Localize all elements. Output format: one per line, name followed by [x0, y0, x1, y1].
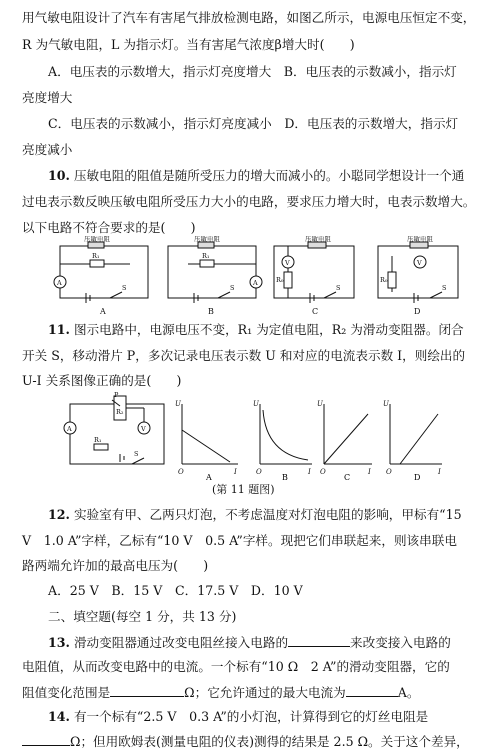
q14-line2 — [22, 733, 469, 750]
q10-a-sensor-label: 压敏电阻 — [84, 236, 110, 243]
q13-text3a: 阻值变化范围是 — [22, 685, 111, 700]
q10-line1 — [48, 168, 464, 184]
q14-text2a: Ω；但用欧姆表(测量电阻的仪表)测得的结果是 2.5 Ω。关于这个差异， — [70, 734, 469, 749]
q13-blank-1[interactable] — [288, 634, 350, 647]
q14-blank-1[interactable] — [22, 733, 70, 746]
q11-graph-b — [253, 400, 312, 482]
q13-text3c: A。 — [397, 685, 420, 700]
q13-text1a: 滑动变阻器通过改变电阻丝接入电路的 — [73, 635, 289, 650]
q10-c-switch-label: S — [336, 284, 341, 292]
q14-line1 — [48, 709, 428, 725]
q10-caption-a: A — [100, 307, 106, 316]
q10-circuit-c — [274, 242, 354, 303]
q10-b-meter-label: A — [253, 279, 258, 287]
q11-graph-a — [175, 400, 238, 482]
q11-graph-b-yaxis: U — [253, 400, 259, 408]
q10-line3: 以下电路不符合要求的是( ) — [22, 220, 196, 235]
q11-graph-c — [317, 400, 372, 482]
q10-d-sensor-label: 压敏电阻 — [407, 236, 433, 243]
q11-number: 11. — [48, 322, 70, 337]
q11-graph-c-yaxis: U — [317, 400, 323, 408]
q12-line1 — [48, 507, 462, 523]
q13-line1 — [48, 634, 451, 651]
q10-circuit-a — [54, 242, 148, 303]
q13-line3 — [22, 684, 419, 701]
q10-a-switch-label: S — [122, 284, 127, 292]
q9-line2: R 为气敏电阻，L 为指示灯。当有害尾气浓度β增大时( ) — [22, 37, 355, 52]
q11-label-p: P — [114, 392, 119, 399]
q9-option-b-continued: 亮度增大 — [22, 90, 73, 105]
q13-blank-2[interactable] — [110, 684, 184, 697]
q10-caption-b: B — [208, 307, 214, 316]
q14-number: 14. — [48, 709, 70, 724]
q11-label-r1: R₁ — [94, 436, 102, 444]
q11-label-ammeter: A — [67, 425, 72, 433]
q13-text1b: 来改变接入电路的 — [350, 635, 451, 650]
q12-line2: V 1.0 A”字样，乙标有“10 V 0.5 A”字样。现把它们串联起来，则该串联电 — [22, 533, 457, 548]
q9-options-a-b: A．电压表的示数增大，指示灯亮度增大 B．电压表的示数减小，指示灯 — [48, 64, 457, 79]
q9-options-c-d: C．电压表的示数减小，指示灯亮度减小 D．电压表的示数增大，指示灯 — [48, 116, 459, 131]
q10-c-resistor-label: R₀ — [276, 276, 284, 284]
q11-line3: U-I 关系图像正确的是( ) — [22, 373, 182, 388]
q11-graph-c-caption: C — [344, 473, 351, 482]
q11-graph-b-origin: O — [256, 468, 262, 476]
q11-figure-caption: (第 11 题图) — [212, 483, 275, 496]
q11-graph-b-xaxis: I — [308, 468, 311, 476]
q12-text1: 实验室有甲、乙两只灯泡，不考虑温度对灯泡电阻的影响，甲标有“15 — [73, 507, 462, 522]
q11-line2: 开关 S，移动滑片 P，多次记录电压表示数 U 和对应的电流表示数 I，则绘出的 — [22, 348, 466, 363]
q10-a-meter-label: A — [57, 279, 62, 287]
q11-line1 — [48, 322, 464, 338]
q10-caption-c: C — [312, 307, 319, 316]
q10-line2: 过电表示数反映压敏电阻所受压力大小的电路，要求压力增大时，电表示数增大。 — [22, 194, 476, 209]
q11-label-voltmeter: V — [141, 425, 146, 433]
q14-text1: 有一个标有“2.5 V 0.3 A”的小灯泡，计算得到它的灯丝电阻是 — [73, 709, 429, 724]
q10-d-meter-label: V — [417, 259, 422, 267]
q12-line3: 路两端允许加的最高电压为( ) — [22, 558, 209, 573]
q12-number: 12. — [48, 507, 70, 522]
q13-line2: 电阻值，从而改变电路中的电流。一个标有“10 Ω 2 A”的滑动变阻器，它的 — [22, 659, 450, 674]
q11-graph-b-caption: B — [282, 473, 288, 482]
section-fill-in-heading: 二、填空题(每空 1 分，共 13 分) — [48, 609, 237, 624]
q10-d-switch-label: S — [442, 284, 447, 292]
q11-circuit — [64, 396, 164, 464]
q10-circuit-d — [378, 242, 458, 303]
q10-b-resistor-label: R₁ — [202, 252, 210, 260]
q10-c-sensor-label: 压敏电阻 — [305, 236, 331, 243]
q10-circuits-figure — [40, 236, 460, 316]
q13-number: 13. — [48, 635, 70, 650]
q11-graph-d-caption: D — [414, 473, 421, 482]
q9-line1: 用气敏电阻设计了汽车有害尾气排放检测电路，如图乙所示，电源电压恒定不变， — [22, 10, 476, 25]
q10-b-sensor-label: 压敏电阻 — [194, 236, 220, 243]
q11-graph-d-xaxis: I — [438, 468, 441, 476]
q11-graph-a-yaxis: U — [175, 400, 181, 408]
q11-label-r2: R₂ — [116, 408, 124, 416]
q11-graph-a-caption: A — [206, 473, 212, 482]
q10-caption-d: D — [414, 307, 421, 316]
q10-number: 10. — [48, 168, 70, 183]
q11-graph-d-origin: O — [386, 468, 392, 476]
q11-graph-c-xaxis: I — [368, 468, 371, 476]
q12-options: A．25 V B．15 V C．17.5 V D．10 V — [48, 583, 303, 598]
q13-blank-3[interactable] — [346, 684, 398, 697]
q11-graph-d — [383, 400, 442, 482]
q11-graph-a-xaxis: I — [234, 468, 237, 476]
q10-a-resistor-label: R₁ — [92, 252, 100, 260]
q11-figure — [50, 392, 450, 482]
q10-text1: 压敏电阻的阻值是随所受压力的增大而减小的。小聪同学想设计一个通 — [73, 168, 465, 183]
q11-text1: 图示电路中，电源电压不变，R₁ 为定值电阻，R₂ 为滑动变阻器。闭合 — [73, 322, 464, 337]
q10-d-resistor-label: R₀ — [380, 276, 388, 284]
q11-graph-d-yaxis: U — [383, 400, 389, 408]
q13-text3b: Ω；它允许通过的最大电流为 — [184, 685, 346, 700]
q10-b-switch-label: S — [230, 284, 235, 292]
q10-circuit-b — [168, 242, 262, 303]
q9-option-d-continued: 亮度减小 — [22, 142, 73, 157]
q11-label-switch: S — [134, 450, 139, 458]
q10-c-meter-label: V — [285, 259, 290, 267]
q11-graph-c-origin: O — [320, 468, 326, 476]
q11-graph-a-origin: O — [178, 468, 184, 476]
